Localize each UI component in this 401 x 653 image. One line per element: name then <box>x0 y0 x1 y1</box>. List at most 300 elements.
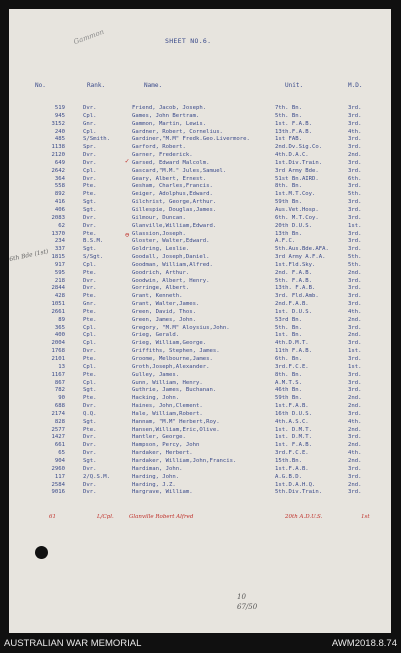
cell-md: 3rd. <box>348 105 362 111</box>
cell-name: Hampson, Percy, John <box>132 442 200 449</box>
cell-no: 2844 <box>51 285 65 292</box>
cell-name: Gulley, James. <box>132 371 180 378</box>
cell-no: 2174 <box>51 410 65 417</box>
cell-unit: 1st FAB. <box>275 136 302 143</box>
cell-md: 4th. <box>348 450 362 457</box>
cell-unit: 4th.A.S.C. <box>275 418 309 425</box>
cell-rank: Dvr. <box>83 348 97 355</box>
table-row <box>9 372 391 380</box>
cell-no: 2101 <box>51 356 65 362</box>
red-tick-mark: ✓ <box>125 157 130 165</box>
cell-unit: 7th. Bn. <box>275 105 302 111</box>
cell-unit: 53rd Bn. <box>275 316 302 323</box>
cell-no: 1370 <box>51 230 65 237</box>
cell-no: 867 <box>54 379 65 386</box>
cell-no: 428 <box>54 293 65 300</box>
cell-name: Gorringe, Albert. <box>132 285 190 292</box>
cell-rank: Pte. <box>83 269 97 276</box>
table-row <box>9 332 391 340</box>
cell-rank: Dvr. <box>83 442 97 449</box>
table-row <box>9 411 391 419</box>
cell-name: Geiger, Adolphus,Edward. <box>132 191 213 198</box>
table-row <box>9 380 391 388</box>
cell-name: Games, John Bertram. <box>132 112 200 119</box>
table-row <box>9 482 391 490</box>
cell-rank: Sgt. <box>83 206 97 213</box>
cell-unit: 6th. M.T.Coy. <box>275 214 319 221</box>
cell-md: 2nd. <box>348 152 362 159</box>
cell-md: 3rd. <box>348 410 362 417</box>
archive-reference: AWM2018.8.74 <box>331 638 397 649</box>
cell-name: Gunn, William, Henry. <box>132 379 203 386</box>
cell-md: 3rd. <box>348 277 362 284</box>
cell-no: 1768 <box>51 348 65 355</box>
table-row <box>9 427 391 435</box>
cell-name: Hargrave, William. <box>132 489 193 496</box>
cell-unit: 3rd.F.C.E. <box>275 450 309 457</box>
table-row <box>9 285 391 293</box>
cell-unit: 1st. D.M.T. <box>275 426 313 433</box>
cell-md: 1st. <box>348 222 362 229</box>
cell-no: 519 <box>54 105 65 111</box>
cell-md: 3rd. <box>348 167 362 174</box>
cell-no: 234 <box>54 238 65 245</box>
cell-name: Goodman, William,Alfred. <box>132 261 213 268</box>
table-row <box>9 442 391 450</box>
cell-rank: Dvr. <box>83 277 97 284</box>
table-row <box>9 160 391 168</box>
cell-name: Gascard,"M.M." Jules,Samuel. <box>132 167 227 174</box>
cell-no: 2960 <box>51 465 65 472</box>
cell-name: Gilmour, Duncan. <box>132 214 186 221</box>
cell-md: 3rd. <box>348 285 362 292</box>
cell-no: 365 <box>54 324 65 331</box>
cell-unit: 1st.Div.Train. <box>275 159 323 166</box>
pencil-annotation-line-2: 67/50 <box>237 603 258 611</box>
cell-rank: Dvr. <box>83 159 97 166</box>
cell-rank: Pte. <box>83 316 97 323</box>
cell-rank: Sgt. <box>83 418 97 425</box>
cell-unit: 3rd Army Bde. <box>275 167 319 174</box>
header-md: M.D. <box>348 82 363 89</box>
cell-md: 3rd. <box>348 112 362 119</box>
cell-name: Goldring, Leslie. <box>132 246 190 253</box>
cell-md: 3rd. <box>348 465 362 472</box>
cell-md: 3rd. <box>348 159 362 166</box>
cell-no: 2083 <box>51 214 65 221</box>
cell-unit: 1st.M.T.Coy. <box>275 191 316 198</box>
table-row <box>9 262 391 270</box>
table-row <box>9 144 391 152</box>
cell-no: 65 <box>58 450 65 457</box>
cell-md: 3rd. <box>348 371 362 378</box>
cell-rank: Pte. <box>83 308 97 315</box>
cell-rank: Cpl. <box>83 363 97 370</box>
cell-md: 3rd. <box>348 293 362 300</box>
cell-rank: Cpl. <box>83 261 97 268</box>
cell-md: 4th. <box>348 128 362 135</box>
cell-unit: 2nd.Dv.Sig.Co. <box>275 144 323 151</box>
cell-rank: Dvr. <box>83 481 97 488</box>
cell-no: 661 <box>54 442 65 449</box>
cell-unit: 5th. F.A.B. <box>275 277 313 284</box>
cell-name: Grieg, Gerald. <box>132 332 180 339</box>
cell-name: Groome, Melbourne,James. <box>132 356 213 362</box>
cell-md: 5th. <box>348 191 362 198</box>
cell-name: Garsed, Edward Malcolm. <box>132 159 210 166</box>
cell-rank: Dvr. <box>83 175 97 182</box>
table-row <box>9 136 391 144</box>
cell-unit: 8th. Bn. <box>275 183 302 190</box>
cell-no: 945 <box>54 112 65 119</box>
cell-name: Harding, John. <box>132 473 180 480</box>
table-row <box>9 450 391 458</box>
cell-no: 90 <box>58 395 65 402</box>
cell-md: 3rd. <box>348 340 362 347</box>
table-row <box>9 215 391 223</box>
cell-name: Gregory, "M.M" Aloysius,John. <box>132 324 230 331</box>
cell-md: 3rd. <box>348 214 362 221</box>
cell-rank: Q.Q. <box>83 410 97 417</box>
cell-rank: Dvr. <box>83 434 97 441</box>
cell-rank: Gnr. <box>83 120 97 127</box>
cell-name: Hacking, John. <box>132 395 180 402</box>
cell-unit: 2nd.F.A.B. <box>275 301 309 308</box>
cell-md: 3rd. <box>348 238 362 245</box>
table-row <box>9 317 391 325</box>
cell-rank: Dvr. <box>83 105 97 111</box>
cell-no: 62 <box>58 222 65 229</box>
cell-rank: Pte. <box>83 293 97 300</box>
table-row <box>9 403 391 411</box>
cell-no: 364 <box>54 175 65 182</box>
cell-md: 2nd. <box>348 403 362 410</box>
cell-rank: Pte. <box>83 356 97 362</box>
table-row <box>9 168 391 176</box>
cell-unit: A.F.C. <box>275 238 296 245</box>
cell-name: Gammon, Martin, Lewis. <box>132 120 207 127</box>
cell-name: Geary, Albert, Ernest. <box>132 175 207 182</box>
cell-unit: 1st.F.A.B. <box>275 465 309 472</box>
pencil-annotation-line-1: 10 <box>237 593 246 601</box>
cell-name: Goodrich, Arthur. <box>132 269 190 276</box>
cell-unit: 1st. F.A.B. <box>275 120 313 127</box>
cell-md: 2nd. <box>348 316 362 323</box>
cell-name: Green, James, John. <box>132 316 196 323</box>
table-row <box>9 231 391 239</box>
table-row <box>9 364 391 372</box>
cell-md: 4th. <box>348 308 362 315</box>
cell-no: 2642 <box>51 167 65 174</box>
archive-name: AUSTRALIAN WAR MEMORIAL <box>4 638 142 649</box>
header-rank: Rank. <box>87 82 106 89</box>
cell-rank: Gnr. <box>83 301 97 308</box>
table-row <box>9 325 391 333</box>
cell-name: Hardiman, John. <box>132 465 183 472</box>
cell-rank: Cpl. <box>83 324 97 331</box>
cell-md: 5th. <box>348 254 362 261</box>
cell-unit: 46th Bn. <box>275 387 302 394</box>
cell-unit: 1st.D.A.H.Q. <box>275 481 316 488</box>
table-row <box>9 246 391 254</box>
cell-unit: 1st.F.A.B. <box>275 403 309 410</box>
cell-rank: Dvr. <box>83 465 97 472</box>
cell-md: 3rd. <box>348 434 362 441</box>
cell-no: 416 <box>54 199 65 206</box>
cell-md: 3rd. <box>348 144 362 151</box>
cell-no: 3152 <box>51 120 65 127</box>
cell-unit: A.M.T.S. <box>275 379 302 386</box>
cell-no: 2584 <box>51 481 65 488</box>
document-sheet <box>9 9 391 633</box>
red-entry-no: 61 <box>49 514 56 520</box>
cell-no: 558 <box>54 183 65 190</box>
cell-unit: Aus.Vet.Hosp. <box>275 206 319 213</box>
cell-rank: Pte. <box>83 371 97 378</box>
cell-name: Harding, J.Z. <box>132 481 176 488</box>
cell-rank: S/Sgt. <box>83 254 104 261</box>
cell-unit: 1st. D.U.S. <box>275 308 313 315</box>
cell-no: 2004 <box>51 340 65 347</box>
cell-no: 13 <box>58 363 65 370</box>
cell-name: Goodall, Joseph,Daniel. <box>132 254 210 261</box>
cell-no: 1815 <box>51 254 65 261</box>
table-row <box>9 278 391 286</box>
table-row <box>9 121 391 129</box>
cell-rank: Pte. <box>83 395 97 402</box>
cell-name: Goodwin, Albert, Henry. <box>132 277 210 284</box>
table-row <box>9 395 391 403</box>
cell-no: 1167 <box>51 371 65 378</box>
cell-unit: 1st.Fld.Sky. <box>275 261 316 268</box>
cell-no: 1138 <box>51 144 65 151</box>
cell-md: 4th. <box>348 418 362 425</box>
cell-unit: 5th.Div.Train. <box>275 489 323 496</box>
table-row <box>9 176 391 184</box>
cell-name: Groth,Joseph,Alexander. <box>132 363 210 370</box>
cell-rank: Sgt. <box>83 199 97 206</box>
cell-no: 218 <box>54 277 65 284</box>
table-row <box>9 270 391 278</box>
red-entry-rank: L/Cpl. <box>97 514 114 520</box>
handwritten-side-note: 6th Bde (1st) <box>8 247 49 264</box>
cell-name: Garner, Frederick. <box>132 152 193 159</box>
cell-md: 3rd. <box>348 246 362 253</box>
cell-no: 400 <box>54 332 65 339</box>
cell-rank: Dvr. <box>83 214 97 221</box>
table-row <box>9 419 391 427</box>
cell-name: Hannam, "M.M" Herbert,Roy. <box>132 418 220 425</box>
cell-no: 1051 <box>51 301 65 308</box>
table-row <box>9 254 391 262</box>
cell-no: 917 <box>54 261 65 268</box>
cell-rank: Pte. <box>83 183 97 190</box>
table-row <box>9 223 391 231</box>
table-row <box>9 348 391 356</box>
pencil-annotation <box>237 592 257 612</box>
cell-rank: Dvr. <box>83 489 97 496</box>
table-row <box>9 387 391 395</box>
cell-no: 89 <box>58 316 65 323</box>
cell-md: 2nd. <box>348 481 362 488</box>
red-entry-md: 1st <box>361 514 370 520</box>
cell-md: 3rd. <box>348 199 362 206</box>
cell-name: Grant, Walter,James. <box>132 301 200 308</box>
table-row <box>9 474 391 482</box>
cell-md: 2nd. <box>348 332 362 339</box>
cell-no: 828 <box>54 418 65 425</box>
cell-rank: Dvr. <box>83 285 97 292</box>
cell-name: Gillespie, Douglas,James. <box>132 206 217 213</box>
cell-name: Hardaker, William,John,Francis. <box>132 457 237 464</box>
header-name: Name. <box>144 82 163 89</box>
cell-unit: 13th.F.A.B. <box>275 128 313 135</box>
cell-name: Hardaker, Herbert. <box>132 450 193 457</box>
cell-rank: Dvr. <box>83 222 97 229</box>
cell-md: 3rd. <box>348 301 362 308</box>
cell-no: 117 <box>54 473 65 480</box>
cell-unit: 51st Bn.AIRD. <box>275 175 319 182</box>
table-row <box>9 356 391 364</box>
cell-unit: 2nd. F.A.B. <box>275 269 313 276</box>
cell-md: 2nd. <box>348 395 362 402</box>
handwritten-annotation-top: Gammon <box>72 27 106 47</box>
table-row <box>9 301 391 309</box>
red-circle-mark: ⊖ <box>125 231 130 239</box>
cell-rank: Pte. <box>83 230 97 237</box>
cell-unit: 1st. F.A.B. <box>275 442 313 449</box>
cell-unit: A.G.B.D. <box>275 473 302 480</box>
table-row <box>9 489 391 497</box>
cell-name: Garford, Robert. <box>132 144 186 151</box>
cell-rank: Pte. <box>83 191 97 198</box>
archive-footer <box>0 633 401 653</box>
cell-no: 649 <box>54 159 65 166</box>
cell-md: 3rd. <box>348 387 362 394</box>
cell-name: Gardiner,"M.M" Fredk.Geo.Livermore. <box>132 136 250 143</box>
cell-unit: 13th Bn. <box>275 230 302 237</box>
cell-rank: Dvr. <box>83 450 97 457</box>
red-entry-unit: 20th A.D.U.S. <box>285 514 323 520</box>
cell-md: 3rd. <box>348 356 362 362</box>
cell-unit: 4th.D.M.T. <box>275 340 309 347</box>
cell-name: Guthrie, James, Buchanan. <box>132 387 217 394</box>
cell-md: 3rd. <box>348 379 362 386</box>
cell-name: Gilchrist, George,Arthur. <box>132 199 217 206</box>
cell-name: Gloster, Walter,Edward. <box>132 238 210 245</box>
table-row <box>9 129 391 137</box>
cell-no: 2120 <box>51 152 65 159</box>
cell-rank: Cpl. <box>83 128 97 135</box>
cell-unit: 15th.Bn. <box>275 457 302 464</box>
cell-unit: 20th D.U.S. <box>275 222 313 229</box>
cell-no: 406 <box>54 206 65 213</box>
table-row <box>9 183 391 191</box>
table-row <box>9 113 391 121</box>
cell-no: 9016 <box>51 489 65 496</box>
table-row <box>9 238 391 246</box>
cell-rank: Dvr. <box>83 152 97 159</box>
cell-name: Glassion,Joseph. <box>132 230 186 237</box>
cell-rank: Pte. <box>83 426 97 433</box>
cell-rank: Cpl. <box>83 112 97 119</box>
cell-rank: Cpl. <box>83 167 97 174</box>
cell-rank: Sgt. <box>83 246 97 253</box>
cell-unit: 13th. F.A.B. <box>275 285 316 292</box>
cell-rank: Dvr. <box>83 403 97 410</box>
table-row <box>9 207 391 215</box>
cell-no: 782 <box>54 387 65 394</box>
table-row <box>9 458 391 466</box>
cell-unit: 5th. Bn. <box>275 324 302 331</box>
cell-no: 2577 <box>51 426 65 433</box>
cell-unit: 59th Bn. <box>275 199 302 206</box>
nominal-roll-table <box>9 105 391 497</box>
cell-name: Hale, William,Robert. <box>132 410 203 417</box>
cell-name: Green, David, Thos. <box>132 308 196 315</box>
cell-unit: 6th. Bn. <box>275 356 302 362</box>
header-unit: Unit. <box>285 82 304 89</box>
cell-md: 2nd. <box>348 269 362 276</box>
cell-md: 3rd. <box>348 230 362 237</box>
cell-rank: Cpl. <box>83 379 97 386</box>
cell-rank: Spr. <box>83 144 97 151</box>
table-row <box>9 309 391 317</box>
cell-unit: 5th. Bn. <box>275 112 302 119</box>
cell-name: Friend, Jacob, Joseph. <box>132 105 207 111</box>
cell-rank: B.S.M. <box>83 238 104 245</box>
cell-unit: 3rd.F.C.E. <box>275 363 309 370</box>
cell-name: Gardner, Robert, Cornelius. <box>132 128 223 135</box>
cell-md: 2nd. <box>348 426 362 433</box>
cell-no: 2661 <box>51 308 65 315</box>
cell-md: 3rd. <box>348 183 362 190</box>
cell-rank: Cpl. <box>83 332 97 339</box>
cell-unit: 11th F.A.B. <box>275 348 313 355</box>
cell-no: 595 <box>54 269 65 276</box>
cell-no: 904 <box>54 457 65 464</box>
cell-unit: 1st. Bn. <box>275 332 302 339</box>
cell-md: 1st. <box>348 363 362 370</box>
cell-name: Hansen,William,Eric,Olive. <box>132 426 220 433</box>
cell-unit: 3rd. Fld.Amb. <box>275 293 319 300</box>
cell-name: Grieg, William,George. <box>132 340 207 347</box>
cell-name: Haines, John,Clement. <box>132 403 203 410</box>
table-row <box>9 191 391 199</box>
table-row <box>9 105 391 113</box>
cell-no: 240 <box>54 128 65 135</box>
cell-name: Glanville,William,Edward. <box>132 222 217 229</box>
cell-md: 3rd. <box>348 136 362 143</box>
cell-md: 3rd. <box>348 120 362 127</box>
sheet-title: SHEET NO.6. <box>165 37 212 45</box>
header-no: No. <box>35 82 46 89</box>
cell-no: 1427 <box>51 434 65 441</box>
cell-no: 485 <box>54 136 65 143</box>
cell-no: 892 <box>54 191 65 198</box>
cell-md: 3rd. <box>348 206 362 213</box>
cell-unit: 4th.D.A.C. <box>275 152 309 159</box>
cell-md: 2nd. <box>348 457 362 464</box>
cell-name: Hantler, George. <box>132 434 186 441</box>
cell-md: 2nd. <box>348 442 362 449</box>
cell-md: 3rd. <box>348 489 362 496</box>
cell-unit: 5th.Aus.Bde.AFA. <box>275 246 329 253</box>
cell-unit: 1st. D.M.T. <box>275 434 313 441</box>
table-row <box>9 340 391 348</box>
cell-rank: Sgt. <box>83 457 97 464</box>
cell-md: 3rd. <box>348 324 362 331</box>
